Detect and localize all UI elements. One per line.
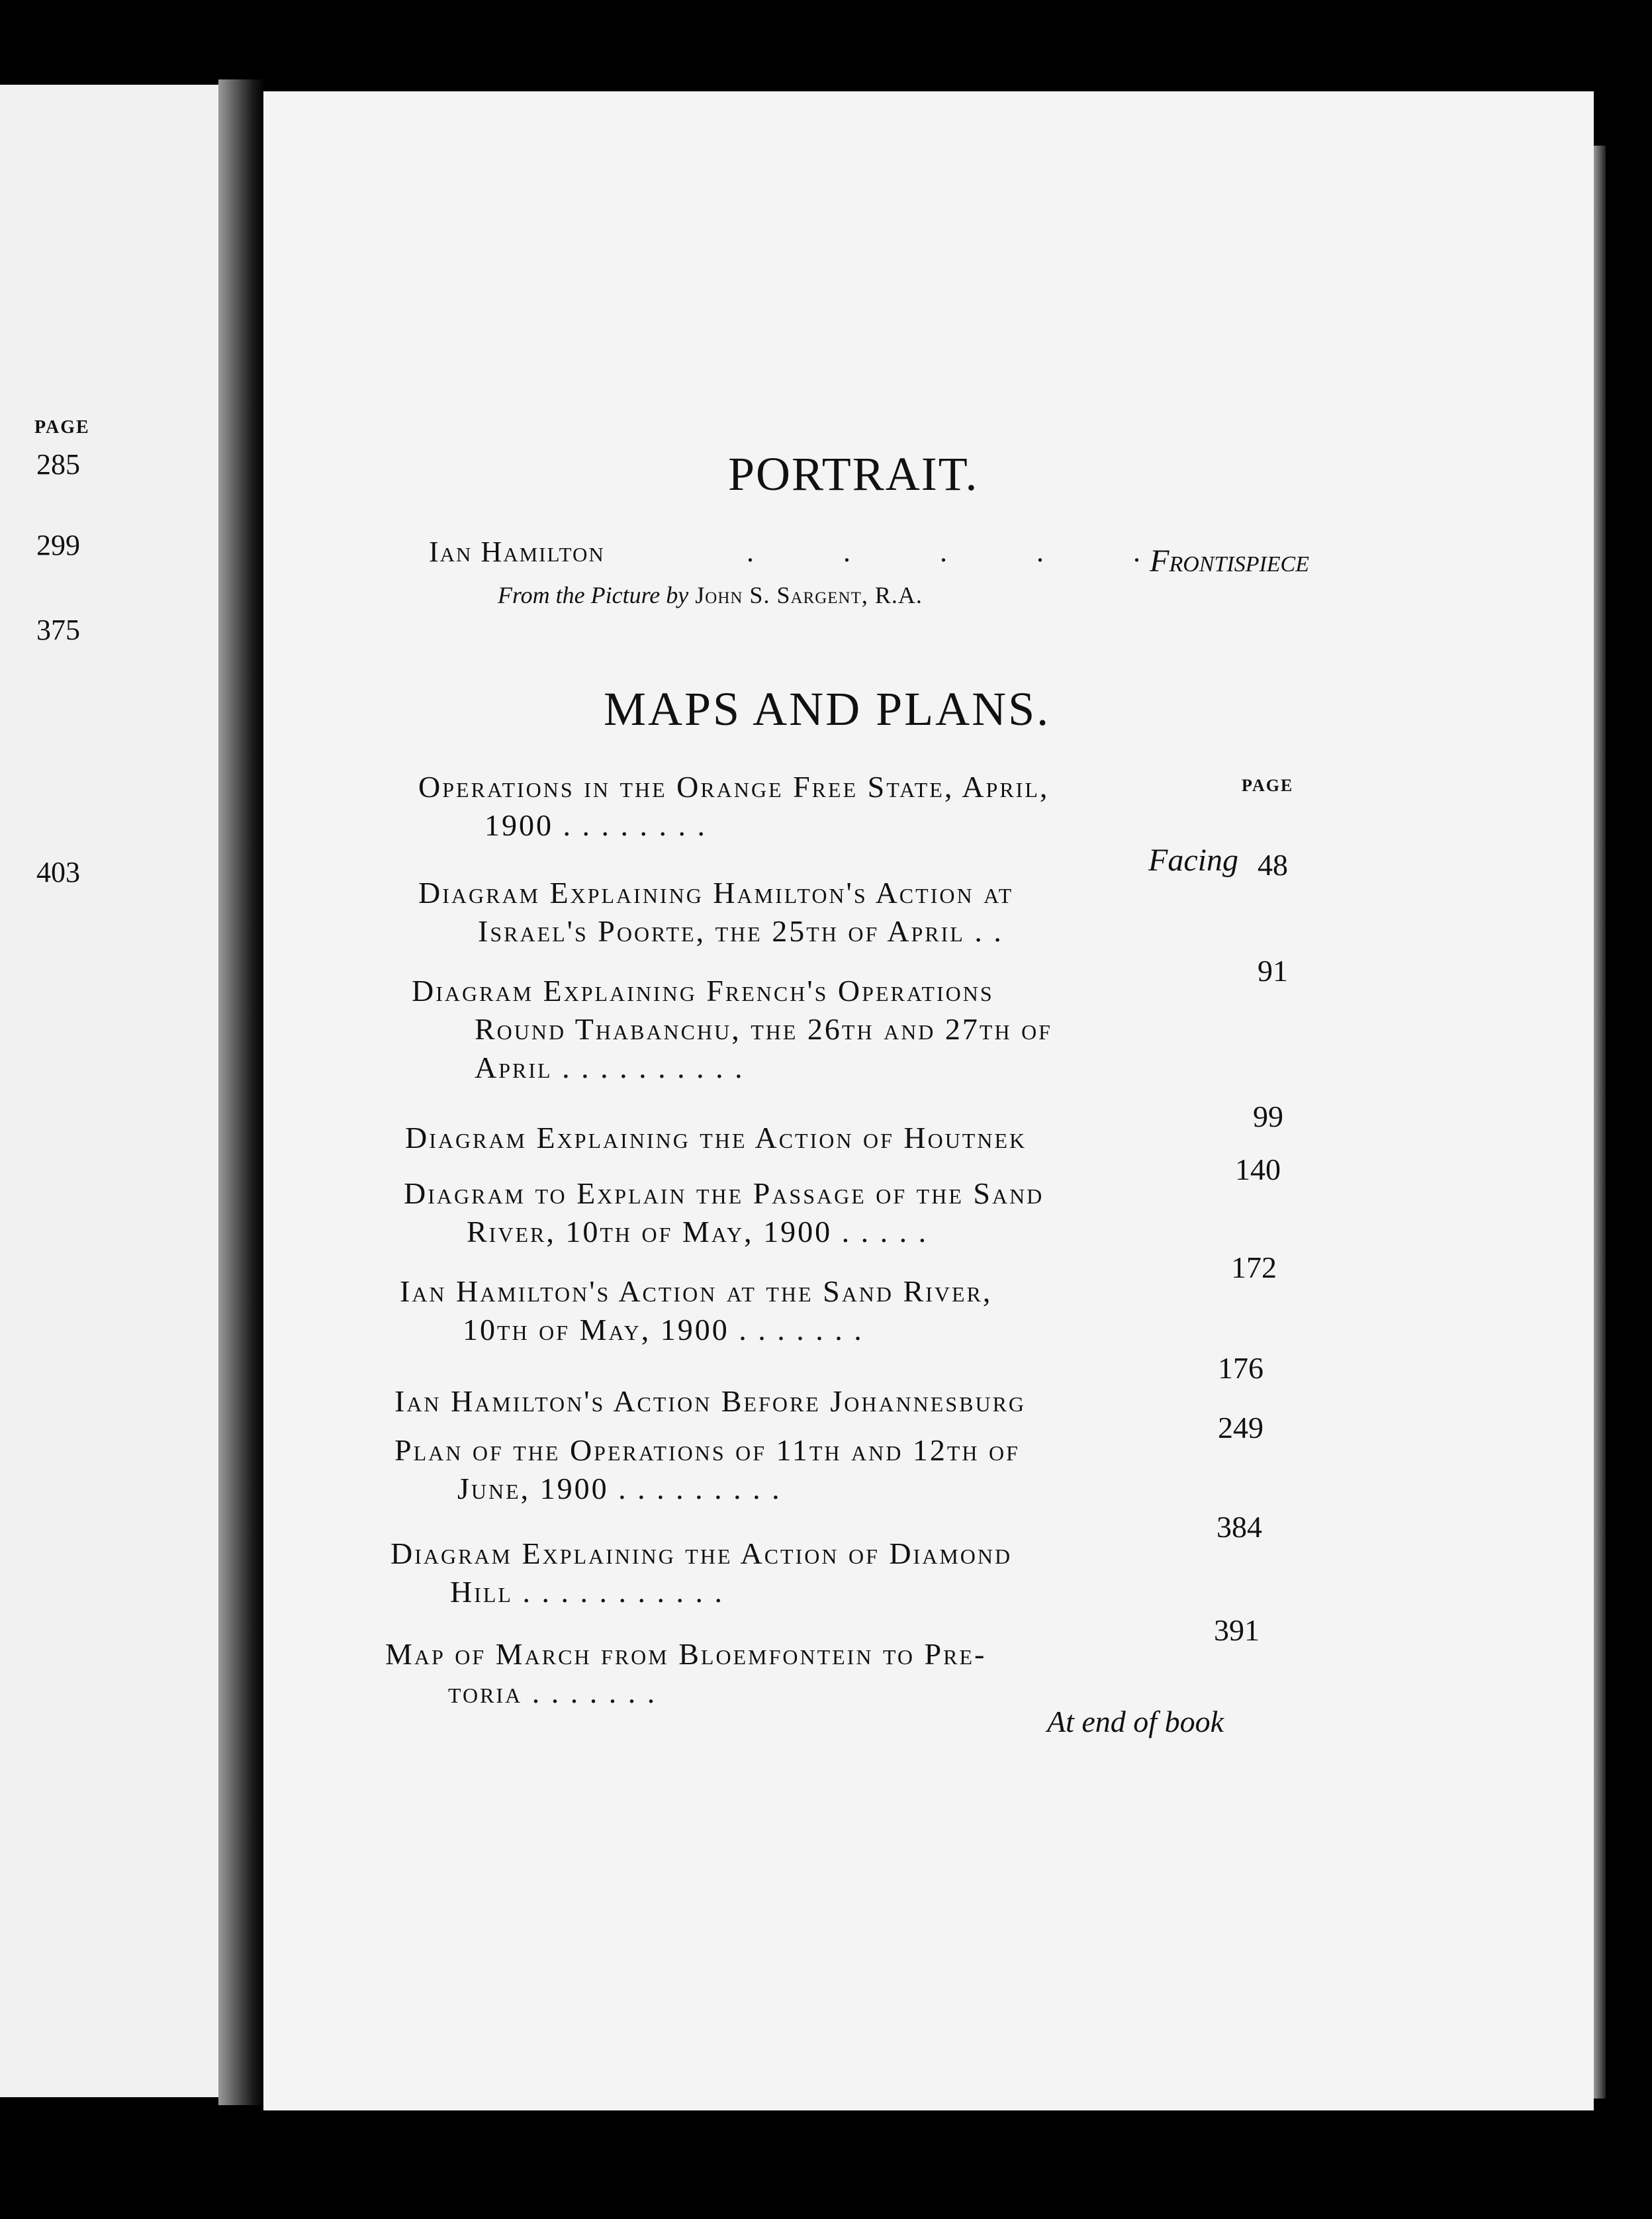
left-page-number: 375 [36,614,80,646]
left-page-page-label: PAGE [34,417,90,438]
left-page-number: 299 [36,529,80,561]
entry-line: Diagram to Explain the Passage of the Sand [404,1176,1044,1210]
entry-line: Ian Hamilton's Action Before Johannesburg [394,1384,1027,1418]
entry-line: Diagram Explaining Hamilton's Action at [418,876,1014,910]
left-page-number: 403 [36,856,80,888]
page-edge [1594,146,1606,2099]
entry-line: 1900 . . . . . . . . [484,808,707,842]
entry-line: 10th of May, 1900 . . . . . . . [463,1313,864,1346]
portrait-heading: PORTRAIT. [728,448,979,500]
list-item [404,1174,1044,1251]
portrait-entry-title: Ian Hamilton [429,536,605,568]
left-page-number: 285 [36,448,80,481]
entry-line: Map of March from Bloemfontein to Pre- [385,1637,987,1671]
list-item [394,1382,1026,1421]
list-item [418,768,1049,845]
credit-artist: John S. Sargent, R.A. [695,582,923,608]
maps-heading: MAPS AND PLANS. [604,683,1051,735]
entry-line: Ian Hamilton's Action at the Sand River, [400,1274,993,1308]
entry-line: Diagram Explaining the Action of Diamond [390,1536,1013,1570]
entry-page-number: 172 [1231,1251,1277,1284]
entry-page-number: 99 [1253,1100,1283,1133]
entry-line: Diagram Explaining French's Operations [412,974,994,1008]
entry-line: Israel's Poorte, the 25th of April . . [478,914,1003,948]
list-item [385,1635,986,1712]
entry-note: Facing [1148,843,1238,878]
entry-page-number: 91 [1258,954,1288,988]
entry-page-number: 176 [1218,1351,1263,1385]
entry-page-number: 140 [1235,1153,1281,1186]
entry-line: Hill . . . . . . . . . . . [450,1575,724,1609]
entry-note: At end of book [1047,1705,1224,1738]
list-item [412,972,1052,1087]
list-item [394,1431,1020,1508]
entry-page-number: 48 [1258,848,1288,882]
entry-page-number: 384 [1216,1510,1262,1544]
entry-line: June, 1900 . . . . . . . . . [457,1472,782,1505]
right-page [263,91,1594,2110]
entry-line: toria . . . . . . . [448,1676,657,1709]
entry-page-number: 391 [1214,1613,1260,1647]
entry-line: Operations in the Orange Free State, April, [418,770,1050,804]
list-item [400,1272,992,1349]
page-column-label: PAGE [1242,776,1294,795]
book-gutter [218,79,265,2105]
list-item [390,1534,1012,1611]
entry-page-number: 249 [1218,1411,1263,1444]
portrait-entry [429,535,1309,581]
credit-prefix: From the Picture by [498,582,689,608]
list-item [418,874,1013,951]
entry-line: Diagram Explaining the Action of Houtnek [405,1121,1027,1155]
entry-line: Plan of the Operations of 11th and 12th of [394,1433,1020,1467]
leader-dots: . . . . . [747,536,1181,568]
entry-line: Round Thabanchu, the 26th and 27th of [475,1012,1052,1046]
entry-line-wrap [418,806,1049,845]
entry-line: April . . . . . . . . . . [475,1051,745,1084]
portrait-credit [498,581,923,609]
portrait-position: Frontispiece [1150,543,1309,579]
entry-line: River, 10th of May, 1900 . . . . . [467,1215,929,1249]
list-item [405,1119,1027,1157]
